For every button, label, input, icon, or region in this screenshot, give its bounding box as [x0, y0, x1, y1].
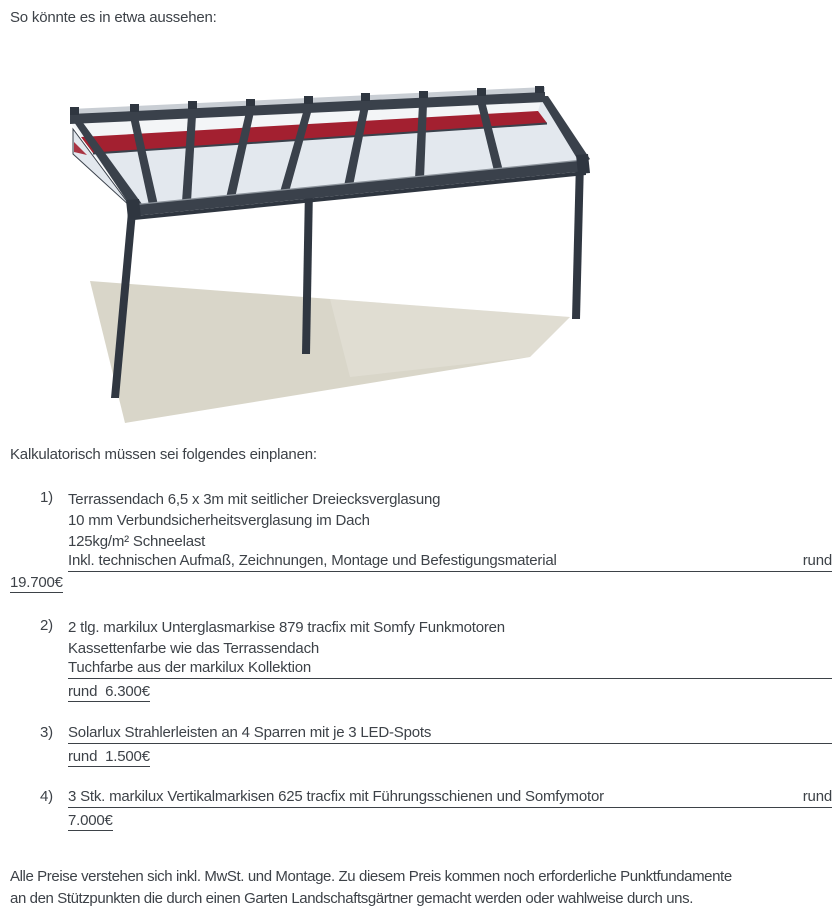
item-1-underlined-text: Inkl. technischen Aufmaß, Zeichnungen, Montage und Befestigungsmaterial [68, 552, 557, 569]
list-item-3 [40, 724, 832, 767]
item-4-price: 7.000€ [68, 812, 113, 829]
item-1-line-2: 10 mm Verbundsicherheitsverglasung im Dach [68, 512, 370, 529]
item-2-number: 2) [40, 617, 53, 634]
item-2-price: rund 6.300€ [68, 683, 150, 700]
footer-line-2: an den Stützpunkten die durch einen Garten Landschaftsgärtner gemacht werden oder wahlweise durch uns. [10, 890, 693, 907]
item-4-underlined-line [68, 788, 832, 808]
item-3-price: rund 1.500€ [68, 748, 150, 765]
item-3-underlined-line [68, 724, 832, 744]
list-item-4 [40, 788, 832, 831]
post-right [572, 161, 584, 319]
terrace-roof-svg [30, 85, 730, 435]
terrace-roof-illustration [30, 85, 730, 435]
item-3-underlined-text: Solarlux Strahlerleisten an 4 Sparren mit je 3 LED-Spots [68, 724, 432, 741]
list-item-2 [40, 617, 832, 702]
section-heading: Kalkulatorisch müssen sei folgendes einplanen: [10, 446, 317, 463]
item-1-line-3: 125kg/m² Schneelast [68, 533, 206, 550]
intro-text: So könnte es in etwa aussehen: [10, 9, 217, 26]
item-1-line-1: Terrassendach 6,5 x 3m mit seitlicher Dreiecksverglasung [68, 491, 441, 508]
footer-line-1: Alle Preise verstehen sich inkl. MwSt. und Montage. Zu diesem Preis kommen noch erforderliche Punktfundamente [10, 868, 732, 885]
item-4-underlined-text: 3 Stk. markilux Vertikalmarkisen 625 tracfix mit Führungsschienen und Somfymotor [68, 788, 604, 805]
item-1-number: 1) [40, 489, 53, 506]
item-3-price-line [68, 746, 832, 767]
gutter-cap-right [576, 154, 590, 174]
item-4-number: 4) [40, 788, 53, 805]
item-2-line-1: 2 tlg. markilux Unterglasmarkise 879 tracfix mit Somfy Funkmotoren [68, 619, 505, 636]
item-2-underlined-line [68, 659, 832, 679]
item-1-approx-label: rund [802, 552, 832, 569]
item-3-number: 3) [40, 724, 53, 741]
item-2-line-2: Kassettenfarbe wie das Terrassendach [68, 640, 320, 657]
item-1-price-line [10, 574, 63, 593]
item-1-price: 19.700€ [10, 574, 63, 591]
item-2-underlined-text: Tuchfarbe aus der markilux Kollektion [68, 659, 311, 676]
item-4-price-line [68, 810, 832, 831]
gutter-cap-left [126, 199, 141, 219]
footer-paragraph [10, 866, 836, 908]
list-item-1 [40, 489, 832, 574]
roof [70, 86, 590, 220]
ground-highlight [330, 299, 570, 377]
item-4-approx-label: rund [802, 788, 832, 805]
item-1-underlined-line [68, 552, 832, 572]
item-2-price-line [68, 681, 832, 702]
